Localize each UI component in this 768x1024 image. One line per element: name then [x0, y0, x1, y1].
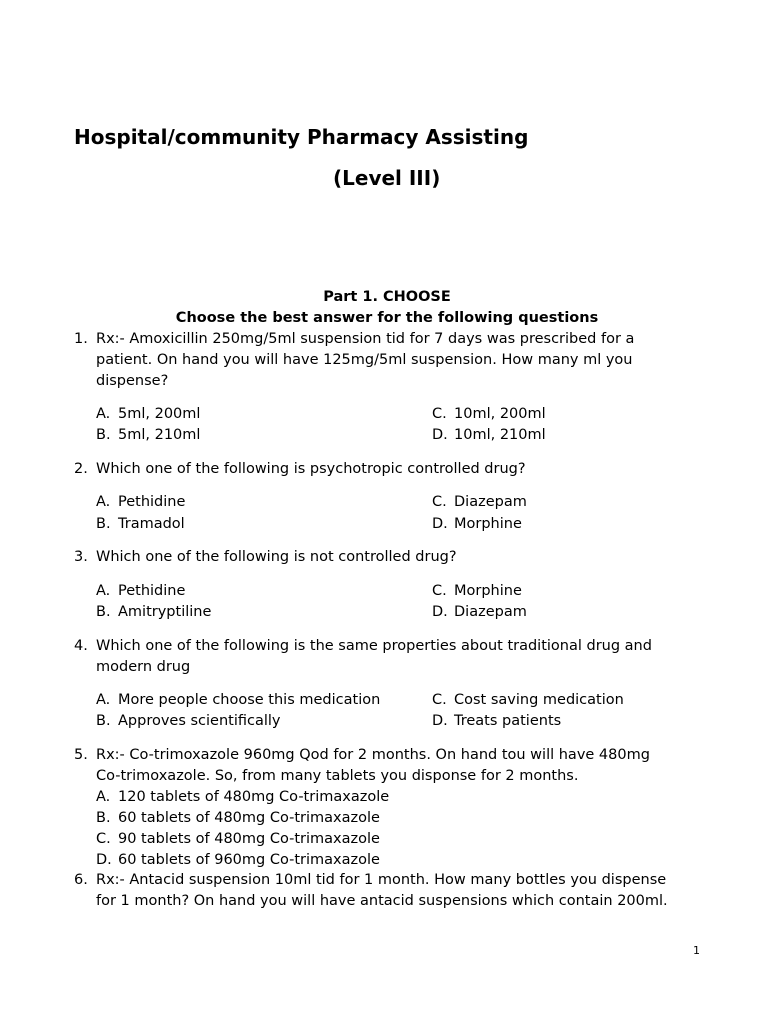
question-text-line: Which one of the following is psychotropic controlled drug?	[96, 461, 526, 477]
document-title: Hospital/community Pharmacy Assisting	[74, 125, 529, 149]
option-letter: C.	[432, 692, 447, 708]
option-letter: B.	[96, 516, 111, 532]
option-a	[96, 404, 200, 425]
option-text: Morphine	[454, 516, 522, 532]
option-letter: A.	[96, 494, 111, 510]
option-d	[432, 514, 522, 535]
option-text: Diazepam	[454, 494, 527, 510]
option-letter: C.	[432, 583, 447, 599]
question-text-line: Which one of the following is the same properties about traditional drug and	[96, 638, 652, 654]
question-number: 1.	[74, 331, 88, 347]
question-text-line: Which one of the following is not controlled drug?	[96, 549, 457, 565]
question-number: 5.	[74, 747, 88, 763]
option-letter: C.	[96, 831, 111, 847]
question-text-line: Rx:- Amoxicillin 250mg/5ml suspension tid for 7 days was prescribed for a	[96, 331, 635, 347]
option-c	[432, 404, 546, 425]
option-text: 60 tablets of 960mg Co-trimaxazole	[118, 852, 380, 868]
option-b	[96, 425, 200, 446]
option-text: 10ml, 210ml	[454, 427, 546, 443]
option-text: Amitryptiline	[118, 604, 212, 620]
option-a	[96, 787, 389, 808]
question-text-line: Rx:- Antacid suspension 10ml tid for 1 month. How many bottles you dispense	[96, 872, 667, 888]
option-text: Morphine	[454, 583, 522, 599]
option-b	[96, 711, 281, 732]
option-c	[432, 581, 522, 602]
option-d	[96, 850, 380, 871]
option-letter: B.	[96, 427, 111, 443]
option-b	[96, 602, 211, 623]
option-letter: B.	[96, 604, 111, 620]
option-a	[96, 690, 380, 711]
option-a	[96, 492, 185, 513]
option-text: 5ml, 200ml	[118, 406, 201, 422]
option-text: More people choose this medication	[118, 692, 381, 708]
option-text: Diazepam	[454, 604, 527, 620]
option-letter: A.	[96, 406, 111, 422]
question-text-line: modern drug	[96, 659, 191, 675]
option-letter: D.	[432, 427, 448, 443]
question-number: 4.	[74, 638, 88, 654]
option-b	[96, 808, 380, 829]
part-heading: Part 1. CHOOSE	[323, 289, 451, 305]
question-text-line: patient. On hand you will have 125mg/5ml suspension. How many ml you	[96, 352, 633, 368]
document-level: (Level III)	[333, 166, 441, 190]
part-instruction: Choose the best answer for the following questions	[175, 310, 599, 326]
option-letter: B.	[96, 810, 111, 826]
option-letter: B.	[96, 713, 111, 729]
option-letter: C.	[432, 494, 447, 510]
option-letter: A.	[96, 692, 111, 708]
question-number: 2.	[74, 461, 88, 477]
option-text: Cost saving medication	[454, 692, 624, 708]
option-letter: D.	[432, 516, 448, 532]
option-b	[96, 514, 185, 535]
option-text: Treats patients	[454, 713, 562, 729]
option-letter: C.	[432, 406, 447, 422]
option-text: Tramadol	[118, 516, 185, 532]
question-text-line: Co-trimoxazole. So, from many tablets you disponse for 2 months.	[96, 768, 579, 784]
option-a	[96, 581, 185, 602]
option-letter: D.	[432, 713, 448, 729]
question-text-line: Rx:- Co-trimoxazole 960mg Qod for 2 months. On hand tou will have 480mg	[96, 747, 650, 763]
option-c	[96, 829, 380, 850]
option-d	[432, 425, 546, 446]
question-text-line: dispense?	[96, 373, 169, 389]
option-letter: D.	[96, 852, 112, 868]
question-text-line: for 1 month? On hand you will have antacid suspensions which contain 200ml.	[96, 893, 668, 909]
option-text: Pethidine	[118, 494, 186, 510]
page-number: 1	[693, 944, 700, 957]
option-text: 120 tablets of 480mg Co-trimaxazole	[118, 789, 390, 805]
option-c	[432, 492, 527, 513]
option-text: 90 tablets of 480mg Co-trimaxazole	[118, 831, 380, 847]
option-d	[432, 711, 561, 732]
option-text: Pethidine	[118, 583, 186, 599]
option-letter: A.	[96, 789, 111, 805]
question-number: 6.	[74, 872, 88, 888]
option-text: 60 tablets of 480mg Co-trimaxazole	[118, 810, 380, 826]
option-c	[432, 690, 624, 711]
option-text: Approves scientifically	[118, 713, 281, 729]
option-letter: A.	[96, 583, 111, 599]
option-text: 5ml, 210ml	[118, 427, 201, 443]
option-text: 10ml, 200ml	[454, 406, 546, 422]
option-letter: D.	[432, 604, 448, 620]
question-number: 3.	[74, 549, 88, 565]
option-d	[432, 602, 527, 623]
